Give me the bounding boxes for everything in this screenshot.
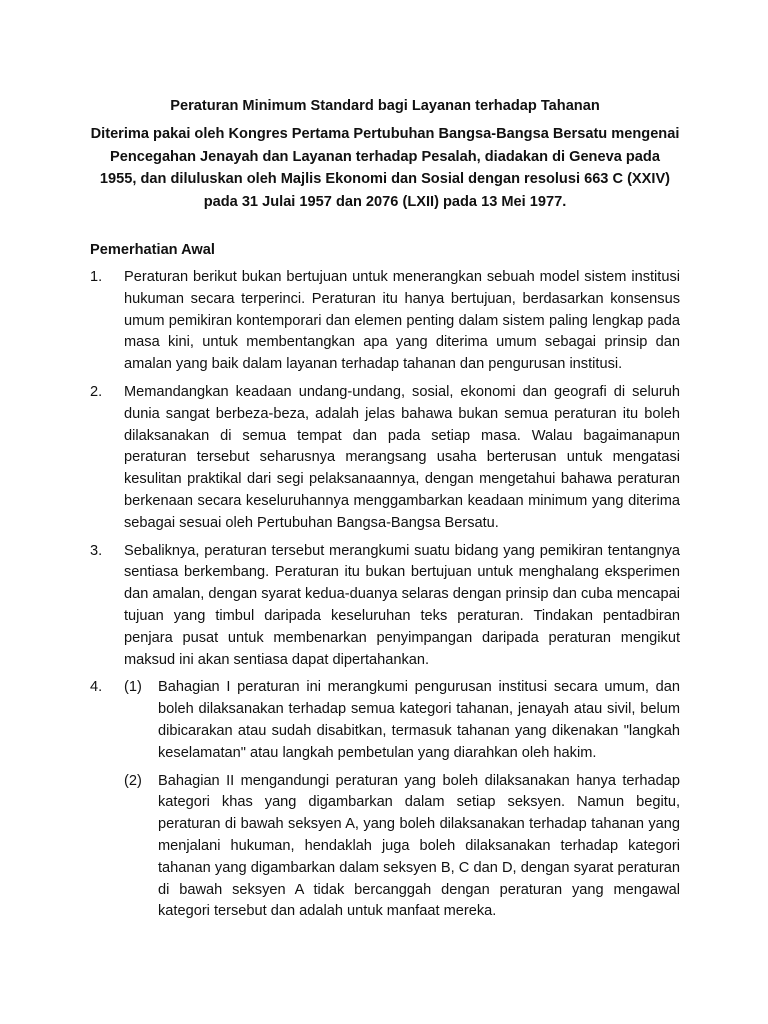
sub-item-text: Bahagian II mengandungi peraturan yang boleh dilaksanakan hanya terhadap kategori khas yang digambarkan dalam setiap seksyen. Namun begitu, peraturan di bawah seksyen A, yang boleh dilaksanakan terhadap tahanan yang menjalani hukuman, hendaklah juga boleh dilaksanakan terhadap kategori tahanan yang digambarkan dalam seksyen B, C dan D, dengan syarat peraturan di bawah seksyen A tidak bercanggah dengan peraturan yang mengawal kategori tersebut dan adalah untuk manfaat mereka.	[158, 772, 680, 920]
section-heading: Pemerhatian Awal	[90, 242, 215, 258]
sub-item-1	[124, 677, 680, 764]
sub-item-number: (1)	[124, 679, 142, 696]
document-title: Peraturan Minimum Standard bagi Layanan terhadap Tahanan	[170, 98, 600, 114]
list-item-4	[90, 677, 680, 929]
sub-item-number: (2)	[124, 772, 142, 789]
list-item-1	[90, 267, 680, 376]
item-text: Peraturan berikut bukan bertujuan untuk menerangkan sebuah model sistem institusi hukuman secara terperinci. Peraturan itu hanya bertujuan, berdasarkan konsensus umum pemikiran kontemporari dan elemen penting dalam sistem paling lengkap pada masa kini, untuk membentangkan apa yang diterima umum sebagai prinsip dan amalan yang baik dalam layanan terhadap tahanan dan pengurusan institusi.	[124, 269, 680, 373]
item-text: Sebaliknya, peraturan tersebut merangkumi suatu bidang yang pemikiran tentangnya sentiasa berkembang. Peraturan itu bukan bertujuan untuk menghalang eksperimen dan amalan, dengan syarat kedua-duanya selaras dengan prinsip dan cuba mencapai tujuan yang timbul daripada keseluruhan teks peraturan. Tindakan pentadbiran penjara pusat untuk membenarkan penyimpangan daripada peraturan mengikut maksud ini akan sentiasa dapat dipertahankan.	[124, 542, 680, 668]
document-subtitle: Diterima pakai oleh Kongres Pertama Pertubuhan Bangsa-Bangsa Bersatu mengenai Pencegahan Jenayah dan Layanan terhadap Pesalah, diadakan di Geneva pada 1955, dan diluluskan oleh Majlis Ekonomi dan Sosial dengan resolusi 663 C (XXIV) pada 31 Julai 1957 dan 2076 (LXII) pada 13 Mei 1977.	[90, 126, 680, 210]
list-item-3	[90, 541, 680, 672]
item-number: 3.	[90, 542, 103, 559]
sub-item-2	[124, 771, 680, 924]
item-number: 2.	[90, 383, 103, 400]
item-number: 4.	[90, 679, 103, 696]
list-item-2	[90, 382, 680, 535]
sub-item-text: Bahagian I peraturan ini merangkumi pengurusan institusi secara umum, dan boleh dilaksanakan terhadap semua kategori tahanan, jenayah atau sivil, belum dibicarakan atau sudah disabitkan, termasuk tahanan yang dikenakan "langkah keselamatan" atau langkah pembetulan yang diarahkan oleh hakim.	[158, 679, 680, 761]
item-text: Memandangkan keadaan undang-undang, sosial, ekonomi dan geografi di seluruh dunia sangat berbeza-beza, adalah jelas bahawa bukan semua peraturan itu boleh dilaksanakan di semua tempat dan pada setiap masa. Walau bagaimanapun peraturan tersebut seharusnya merangsang usaha berterusan untuk mengatasi kesulitan praktikal dari segi pelaksanaannya, dengan mengetahui bahawa peraturan berkenaan secara keseluruhannya menggambarkan keadaan minimum yang diterima sebagai sesuai oleh Pertubuhan Bangsa-Bangsa Bersatu.	[124, 383, 680, 531]
item-number: 1.	[90, 269, 103, 285]
sub-list	[124, 677, 680, 929]
